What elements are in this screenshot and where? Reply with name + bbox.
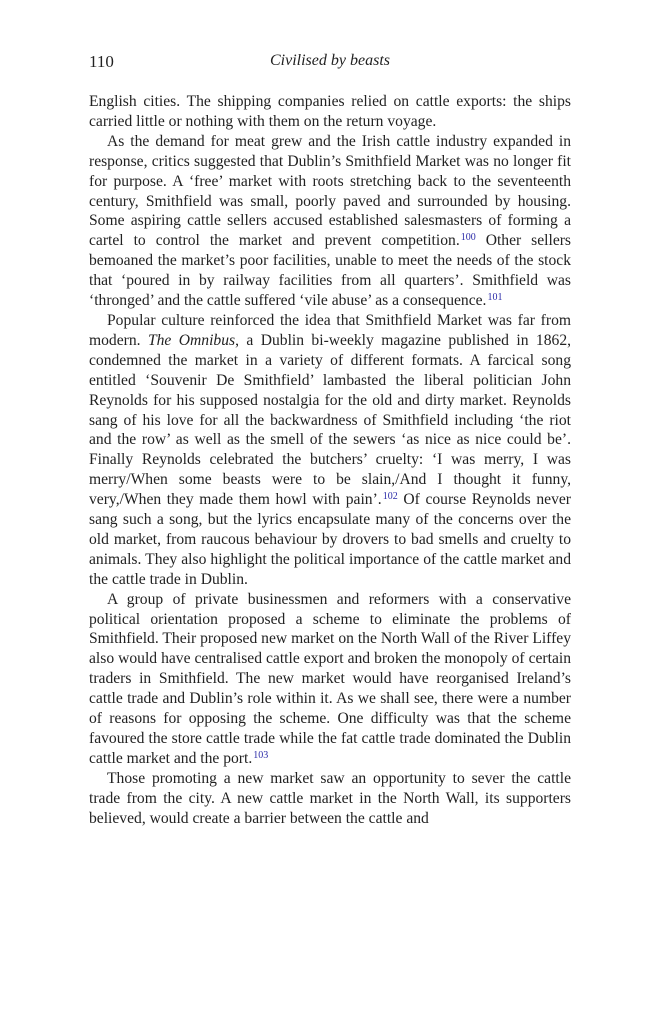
running-header: [89, 52, 571, 78]
running-title: Civilised by beasts: [270, 52, 390, 69]
footnote-reference[interactable]: 101: [487, 292, 503, 304]
text-run: Other sellers bemoaned the market’s poor facilities, unable to meet the needs of the stock that ‘poured in by railway facilities from all quarters’. Smithfield was ‘thronged’ and the cattle suffered ‘vile abuse’ as a consequence.: [89, 232, 571, 310]
text-run: Those promoting a new market saw an opportunity to sever the cattle trade from the city. A new cattle market in the North Wall, its supporters believed, would create a barrier between the cattle and: [89, 769, 571, 827]
text-run: English cities. The shipping companies relied on cattle exports: the ships carried little or nothing with them on the return voyage.: [89, 93, 571, 130]
text-run: As the demand for meat grew and the Irish cattle industry expanded in response, critics suggested that Dublin’s Smithfield Market was no longer fit for purpose. A ‘free’ market with roots stretching back to the seventeenth century, Smithfield was small, poorly paved and surrounded by housing. Some aspiring cattle sellers accused established salesmasters of forming a cartel to control the market and prevent competition.: [89, 132, 571, 250]
text-run: Of course Reynolds never sang such a song, but the lyrics encapsulate many of the concerns over the old market, from raucous behaviour by drovers to bad smells and cruelty to animals. They also highlight the political importance of the cattle market and the cattle trade in Dublin.: [89, 491, 571, 588]
italic-title: The Omnibus: [147, 331, 236, 349]
footnote-reference[interactable]: 100: [460, 232, 476, 244]
paragraph: [89, 590, 571, 769]
footnote-reference[interactable]: 102: [382, 491, 398, 503]
text-run: , a Dublin bi-weekly magazine published in 1862, condemned the market in a variety of different formats. A farcical song entitled ‘Souvenir De Smithfield’ lambasted the liberal politician John Reynolds for his supposed nostalgia for the old and dirty market. Reynolds sang of his love for all the backwardness of Smithfield including ‘the riot and the row’ as well as the smell of the sewers ‘as nice as nice could be’. Finally Reynolds celebrated the butchers’ cruelty: ‘I was merry, I was merry/When some beasts were to be slain,/And I thought it funny, very,/When they made them howl with pain’.: [89, 331, 572, 509]
book-page: [89, 52, 571, 829]
footnote-reference[interactable]: 103: [253, 749, 269, 761]
text-run: A group of private businessmen and reformers with a conservative political orientation proposed a scheme to eliminate the problems of Smithfield. Their proposed new market on the North Wall of the River Liffey also would have centralised cattle export and broken the monopoly of certain traders in Smithfield. The new market would have reorganised Ireland’s cattle trade and Dublin’s role within it. As we shall see, there were a number of reasons for opposing the scheme. One difficulty was that the scheme favoured the store cattle trade while the fat cattle trade dominated the Dublin cattle market and the port.: [89, 590, 571, 767]
paragraph: [89, 132, 571, 311]
text-run: Popular culture reinforced the idea that Smithfield Market was far from modern.: [89, 311, 571, 349]
body-text: [89, 92, 571, 829]
page-number: 110: [89, 52, 114, 71]
paragraph: [89, 311, 571, 590]
paragraph: [89, 769, 571, 829]
paragraph: [89, 92, 571, 132]
